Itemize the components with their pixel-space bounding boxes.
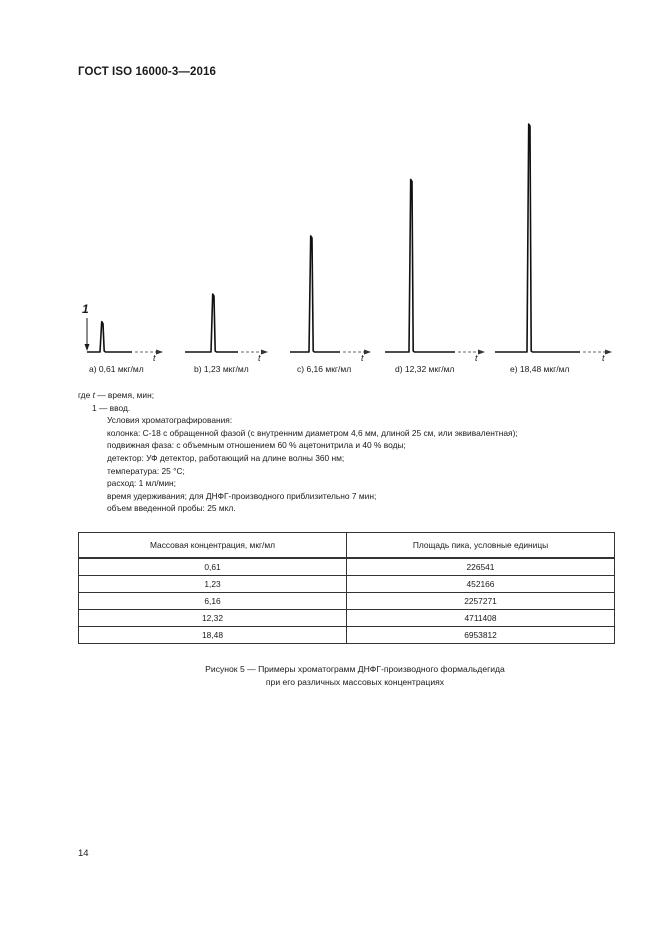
panel-label: a) 0,61 мкг/мл bbox=[89, 364, 144, 374]
peak-area-table bbox=[78, 532, 615, 644]
chromatogram-trace bbox=[290, 236, 340, 352]
cell-peak-area: 6953812 bbox=[347, 627, 615, 644]
column-header-concentration: Массовая концентрация, мкг/мл bbox=[79, 533, 347, 559]
time-axis-arrowhead bbox=[156, 350, 163, 355]
condition-item: расход: 1 мл/мин; bbox=[107, 478, 176, 489]
chromatogram-trace bbox=[87, 322, 132, 352]
cell-peak-area: 226541 bbox=[347, 558, 615, 576]
time-axis-label: t bbox=[602, 353, 605, 363]
cell-concentration: 6,16 bbox=[79, 593, 347, 610]
table-row bbox=[79, 593, 615, 610]
time-axis-label: t bbox=[153, 353, 156, 363]
table-row bbox=[79, 610, 615, 627]
chromatogram-panel bbox=[495, 124, 612, 374]
table-header-row bbox=[79, 533, 615, 559]
table-row bbox=[79, 576, 615, 593]
chromatogram-panel bbox=[185, 294, 268, 374]
cell-concentration: 1,23 bbox=[79, 576, 347, 593]
cell-peak-area: 452166 bbox=[347, 576, 615, 593]
input-marker-label: 1 bbox=[82, 302, 89, 316]
conditions-title: Условия хроматографирования: bbox=[107, 415, 233, 426]
chromatogram-panel bbox=[290, 236, 371, 374]
chromatogram-panel bbox=[385, 179, 485, 374]
notes-t-variable: t bbox=[92, 390, 95, 400]
panel-label: c) 6,16 мкг/мл bbox=[297, 364, 352, 374]
panel-label: d) 12,32 мкг/мл bbox=[395, 364, 455, 374]
table-row bbox=[79, 558, 615, 576]
notes-line-input: 1 — ввод. bbox=[92, 402, 131, 413]
cell-concentration: 18,48 bbox=[79, 627, 347, 644]
condition-item: температура: 25 °С; bbox=[107, 465, 185, 476]
column-header-peak-area: Площадь пика, условные единицы bbox=[347, 533, 615, 559]
chromatogram-figure bbox=[0, 0, 661, 385]
panel-label: b) 1,23 мкг/мл bbox=[194, 364, 249, 374]
time-axis-arrowhead bbox=[478, 350, 485, 355]
condition-item: объем введенной пробы: 25 мкл. bbox=[107, 503, 236, 514]
chromatogram-panel bbox=[87, 322, 163, 374]
notes-line-t: где t — время, мин; bbox=[78, 390, 155, 400]
condition-item: время удерживания; для ДНФГ-производного приблизительно 7 мин; bbox=[107, 490, 377, 501]
document-header: ГОСТ ISO 16000-3—2016 bbox=[78, 66, 216, 78]
cell-peak-area: 2257271 bbox=[347, 593, 615, 610]
time-axis-label: t bbox=[258, 353, 261, 363]
input-marker-arrowhead bbox=[85, 344, 90, 351]
time-axis-arrowhead bbox=[605, 350, 612, 355]
table-row bbox=[79, 627, 615, 644]
cell-peak-area: 4711408 bbox=[347, 610, 615, 627]
cell-concentration: 12,32 bbox=[79, 610, 347, 627]
chromatogram-trace bbox=[385, 179, 455, 352]
chromatogram-trace bbox=[185, 294, 238, 352]
page-number: 14 bbox=[78, 848, 89, 859]
condition-item: детектор: УФ детектор, работающий на длине волны 360 нм; bbox=[107, 452, 345, 463]
chromatogram-panels bbox=[87, 124, 612, 374]
figure-notes bbox=[78, 389, 518, 515]
time-axis-arrowhead bbox=[261, 350, 268, 355]
figure-caption bbox=[150, 663, 560, 688]
caption-line-2: при его различных массовых концентрациях bbox=[265, 676, 445, 687]
panel-label: e) 18,48 мкг/мл bbox=[510, 364, 570, 374]
caption-line-1: Рисунок 5 — Примеры хроматограмм ДНФГ-производного формальдегида bbox=[205, 664, 505, 674]
time-axis-label: t bbox=[361, 353, 364, 363]
time-axis-label: t bbox=[475, 353, 478, 363]
cell-concentration: 0,61 bbox=[79, 558, 347, 576]
time-axis-arrowhead bbox=[364, 350, 371, 355]
condition-item: подвижная фаза: с объемным отношением 60 % ацетонитрила и 40 % воды; bbox=[107, 440, 406, 451]
chromatogram-trace bbox=[495, 124, 580, 352]
condition-item: колонка: С-18 с обращенной фазой (с внутренним диаметром 4,6 мм, длиной 25 см, или эквивалентная); bbox=[107, 427, 518, 438]
